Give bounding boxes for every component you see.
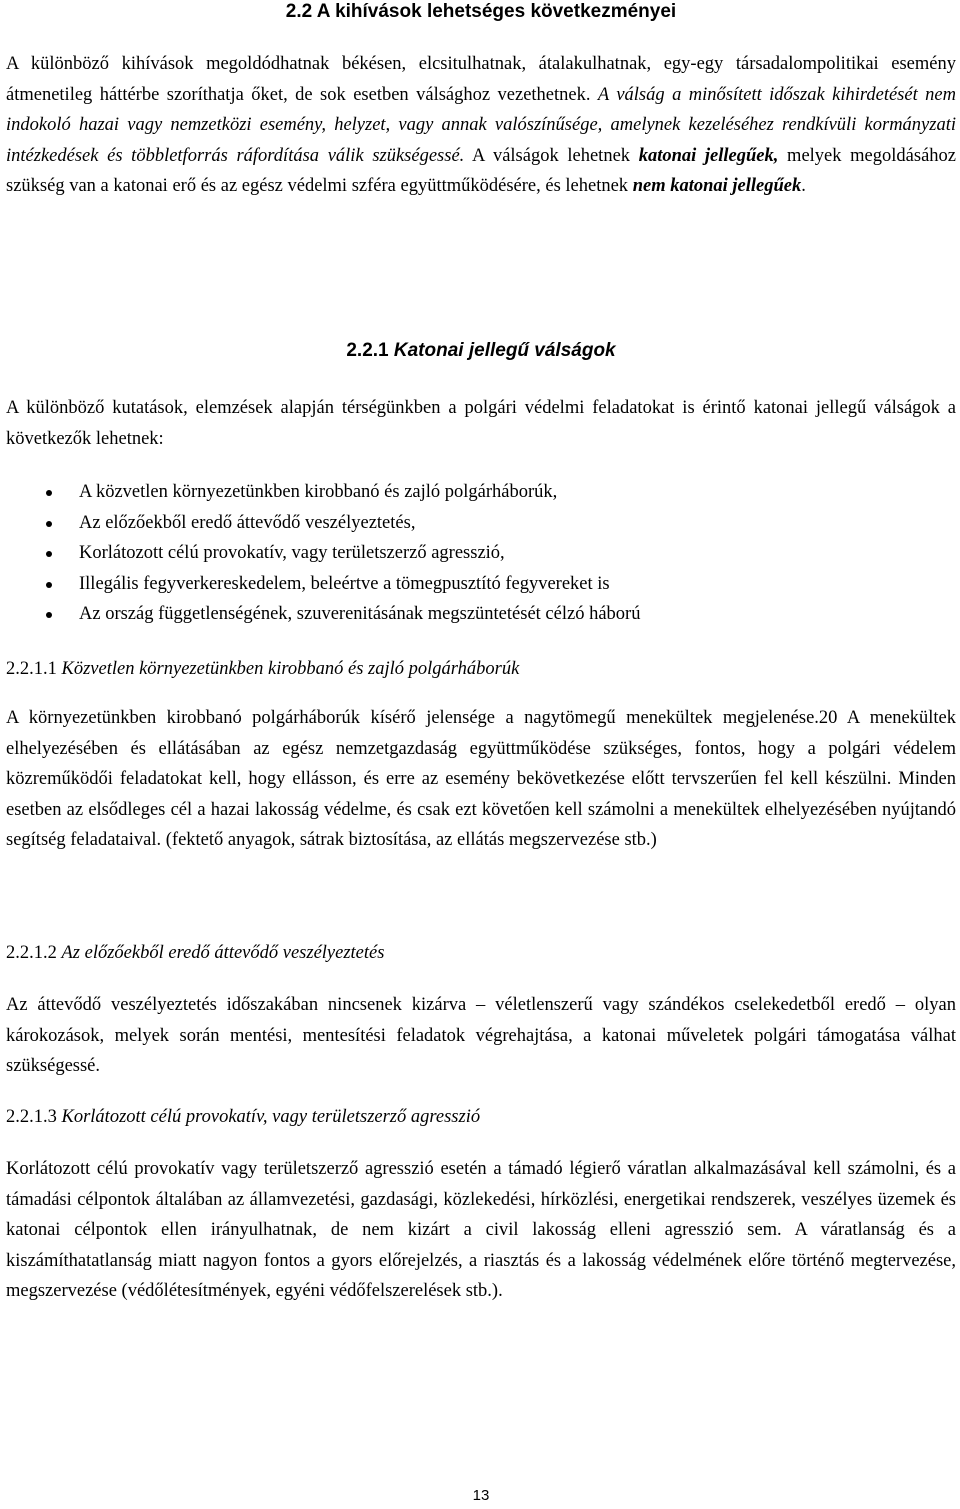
civil-war-paragraph: A környezetünkben kirobbanó polgárháborúk kísérő jelensége a nagytömegű menekültek megjelenése.20 A menekültek elhelyezésében és ellátásában az egész nemzetgazdaság együttműködése szükséges, fontos, hogy a polgári védelem közreműködői feladatokat kell, hogy ellásson, és erre az esemény bekövetkezése előtt tervszerűen fel kell készülni. Minden esetben az elsődleges cél a hazai lakosság védelme, és csak ezt követően kell számolni a menekültek elhelyezésében nyújtandó segítség feladataival. (fektető anyagok, sátrak biztosítása, az ellátás megszervezése stb.) xyxy=(6,708,956,851)
list-item-text: Illegális fegyverkereskedelem, beleértve a tömegpusztító fegyvereket is xyxy=(79,573,610,594)
list-item xyxy=(6,508,956,539)
section-heading: 2.2 A kihívások lehetséges következményei xyxy=(285,1,677,22)
intro-nonmilitary-term: nem katonai jellegűek xyxy=(632,176,802,197)
intro-text-3: melyek megoldásához szükség van a katonai erő és az egész védelmi szféra együttműködésére, és lehetnek xyxy=(6,145,956,197)
subheading-title: Közvetlen környezetünkben kirobbanó és zajló polgárháborúk xyxy=(61,659,520,679)
bullet-icon xyxy=(46,582,52,588)
list-item-text: A közvetlen környezetünkben kirobbanó és zajló polgárháborúk, xyxy=(79,482,558,502)
military-intro-paragraph: A különböző kutatások, elemzések alapján térségünkben a polgári védelmi feladatokat is érintő katonai jellegű válságok a következők lehetnek: xyxy=(6,398,956,449)
spillover-paragraph: Az áttevődő veszélyeztetés időszakában nincsenek kizárva – véletlenszerű vagy szándékos cselekedetből eredő – olyan károkozások, melyek során mentési, mentesítési feladatok végrehajtása, a katonai műveletek polgári támogatása válhat szükségessé. xyxy=(6,995,956,1077)
subheading-number: 2.2.1.2 xyxy=(6,943,62,963)
page-number: 13 xyxy=(472,1487,490,1504)
subheading-title: Korlátozott célú provokatív, vagy területszerző agresszió xyxy=(61,1107,481,1127)
list-item xyxy=(6,569,956,600)
list-item-text: Korlátozott célú provokatív, vagy területszerző agresszió, xyxy=(79,543,505,564)
subheading-2-2-1-3 xyxy=(6,1104,480,1130)
list-item xyxy=(6,599,956,630)
crisis-bullet-list xyxy=(6,477,956,630)
bullet-icon xyxy=(46,490,52,496)
subsection-number: 2.2.1 xyxy=(346,340,394,361)
subsection-title: Katonai jellegű válságok xyxy=(393,340,616,361)
list-item xyxy=(6,477,956,508)
subheading-2-2-1-2 xyxy=(6,940,384,966)
bullet-icon xyxy=(46,521,52,527)
intro-text-2: A válságok lehetnek xyxy=(464,145,639,166)
subheading-number: 2.2.1.3 xyxy=(6,1107,62,1127)
list-item-text: Az ország függetlenségének, szuverenitásának megszüntetését célzó háború xyxy=(79,604,641,625)
bullet-icon xyxy=(46,551,52,557)
subheading-2-2-1-1 xyxy=(6,656,519,682)
intro-text-1: A különböző kihívások megoldódhatnak békésen, elcsitulhatnak, átalakulhatnak, egy-egy társadalompolitikai esemény átmenetileg háttérbe szoríthatja őket, de sok esetben válsághoz vezethetnek. xyxy=(6,54,956,105)
bullet-icon xyxy=(46,612,52,618)
intro-crisis-definition: A válság a minősített időszak kihirdetését nem indokoló hazai vagy nemzetközi esemény, helyzet, vagy annak valószínűsége, amelynek kezeléséhez rendkívüli kormányzati intézkedések és többletforrás ráfordítása válik szükségessé. xyxy=(6,84,956,166)
subheading-title: Az előzőekből eredő áttevődő veszélyeztetés xyxy=(61,943,385,963)
intro-text-4: . xyxy=(801,176,806,197)
aggression-paragraph: Korlátozott célú provokatív vagy területszerző agresszió esetén a támadó légierő váratlan alkalmazásával kell számolni, és a támadási célpontok általában az államvezetési, gazdasági, közlekedési, hírközlési, energetikai rendszerek, veszélyes üzemek és katonai célpontok ellen irányulhatnak, de nem kizárt a civil lakosság elleni agresszió sem. A váratlanság és a kiszámíthatatlanság miatt nagyon fontos a gyors előrejelzés, a riasztás és a lakosság védelmének előre történő megtervezése, megszervezése (védőlétesítmények, egyéni védőfelszerelések stb.). xyxy=(6,1159,956,1302)
list-item xyxy=(6,538,956,569)
subsection-heading xyxy=(6,338,956,364)
intro-paragraph xyxy=(6,49,956,202)
list-item-text: Az előzőekből eredő áttevődő veszélyeztetés, xyxy=(79,512,416,533)
intro-military-term: katonai jellegűek, xyxy=(638,145,779,166)
subheading-number: 2.2.1.1 xyxy=(6,659,62,679)
